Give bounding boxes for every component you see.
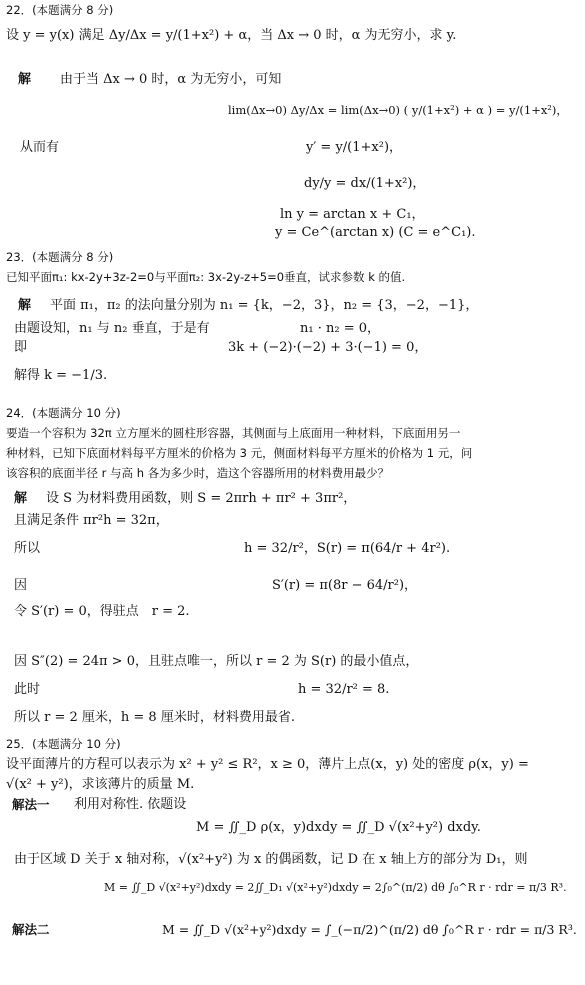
q24-stationary-point: 令 S′(r) = 0，得驻点 r = 2. (14, 604, 190, 619)
q23-expanded-equation: 3k + (−2)·(−2) + 3·(−1) = 0， (228, 340, 428, 355)
q23-normal-vectors: 平面 π₁，π₂ 的法向量分别为 n₁ = {k，−2，3}，n₂ = {3，−2，−1}， (50, 298, 479, 313)
q23-header: 23．(本题满分 8 分) (6, 250, 114, 264)
q24-problem-line-1: 要造一个容积为 32π 立方厘米的圆柱形容器，其侧面与上底面用一种材料，下底面用另一 (6, 426, 461, 440)
q25-mass-integral: M = ∬_D ρ(x，y)dxdy = ∬_D √(x²+y²) dxdy. (196, 820, 481, 835)
q22-solution-label: 解 (18, 72, 32, 87)
q25-problem-line-2: √(x² + y²)，求该薄片的质量 M. (6, 777, 195, 792)
q22-equation-log: ln y = arctan x + C₁， (280, 207, 425, 222)
q25-method-1-intro: 利用对称性. 依题设 (74, 797, 187, 812)
q25-problem-line-1: 设平面薄片的方程可以表示为 x² + y² ≤ R²，x ≥ 0，薄片上点(x，y) 处的密度 ρ(x，y) = (6, 757, 529, 772)
q24-because-text: 因 (14, 578, 28, 593)
q24-height-value: h = 32/r² = 8. (298, 682, 390, 697)
q23-dot-product: n₁ · n₂ = 0， (300, 321, 380, 336)
q24-now-text: 此时 (14, 682, 41, 697)
q24-header: 24．(本题满分 10 分) (6, 406, 121, 420)
q24-problem-line-2: 种材料，已知下底面材料每平方厘米的价格为 3 元，侧面材料每平方厘米的价格为 1 元，问 (6, 446, 473, 460)
q23-solution-label: 解 (18, 298, 32, 313)
q22-so-text: 从而有 (20, 140, 60, 155)
q25-symmetry-text: 由于区域 D 关于 x 轴对称，√(x²+y²) 为 x 的偶函数，记 D 在 x 轴上方的部分为 D₁，则 (14, 852, 528, 867)
q22-equation-separated: dy/y = dx/(1+x²)， (304, 176, 426, 191)
q25-polar-integral: M = ∬_D √(x²+y²)dxdy = ∫_(−π/2)^(π/2) dθ ∫₀^R r · rdr = π/3 R³. (162, 922, 577, 937)
q24-constraint: 且满足条件 πr²h = 32π， (14, 513, 169, 528)
q23-perpendicular-text: 由题设知，n₁ 与 n₂ 垂直，于是有 (14, 321, 210, 336)
q25-header: 25．(本题满分 10 分) (6, 737, 121, 751)
q24-solution-label: 解 (14, 491, 28, 506)
q22-equation-result: y = Ce^(arctan x) (C = e^C₁). (275, 225, 476, 240)
q24-cost-function: 设 S 为材料费用函数，则 S = 2πrh + πr² + 3πr²， (46, 491, 357, 506)
q22-header: 22．(本题满分 8 分) (6, 3, 114, 17)
q22-problem: 设 y = y(x) 满足 Δy/Δx = y/(1+x²) + α，当 Δx → 0 时，α 为无穷小，求 y. (6, 28, 457, 43)
q22-equation-limit: lim(Δx→0) Δy/Δx = lim(Δx→0) ( y/(1+x²) + α ) = y/(1+x²)， (228, 103, 568, 117)
q25-method-1-label: 解法一 (12, 797, 50, 812)
q24-so-text: 所以 (14, 541, 41, 556)
q25-method-2-label: 解法二 (12, 922, 50, 937)
q22-equation-derivative: y′ = y/(1+x²)， (306, 140, 403, 155)
q24-height-and-cost: h = 32/r²，S(r) = π(64/r + 4r²). (244, 541, 451, 556)
q25-symmetric-integral: M = ∬_D √(x²+y²)dxdy = 2∬_D₁ √(x²+y²)dxdy = 2∫₀^(π/2) dθ ∫₀^R r · rdr = π/3 R³. (104, 881, 567, 894)
q23-problem: 已知平面π₁: kx-2y+3z-2=0与平面π₂: 3x-2y-z+5=0垂直，试求参数 k 的值. (6, 270, 406, 284)
q22-solution-intro: 由于当 Δx → 0 时，α 为无穷小，可知 (60, 72, 282, 87)
q24-derivative: S′(r) = π(8r − 64/r²)， (272, 578, 418, 593)
q24-minimum-check: 因 S″(2) = 24π > 0，且驻点唯一，所以 r = 2 为 S(r) 的最小值点， (14, 654, 419, 669)
q23-answer: 解得 k = −1/3. (14, 368, 108, 383)
q24-problem-line-3: 该容积的底面半径 r 与高 h 各为多少时，造这个容器所用的材料费用最少？ (6, 466, 390, 480)
q24-conclusion: 所以 r = 2 厘米，h = 8 厘米时，材料费用最省. (14, 710, 295, 725)
q23-thus-text: 即 (14, 340, 28, 355)
